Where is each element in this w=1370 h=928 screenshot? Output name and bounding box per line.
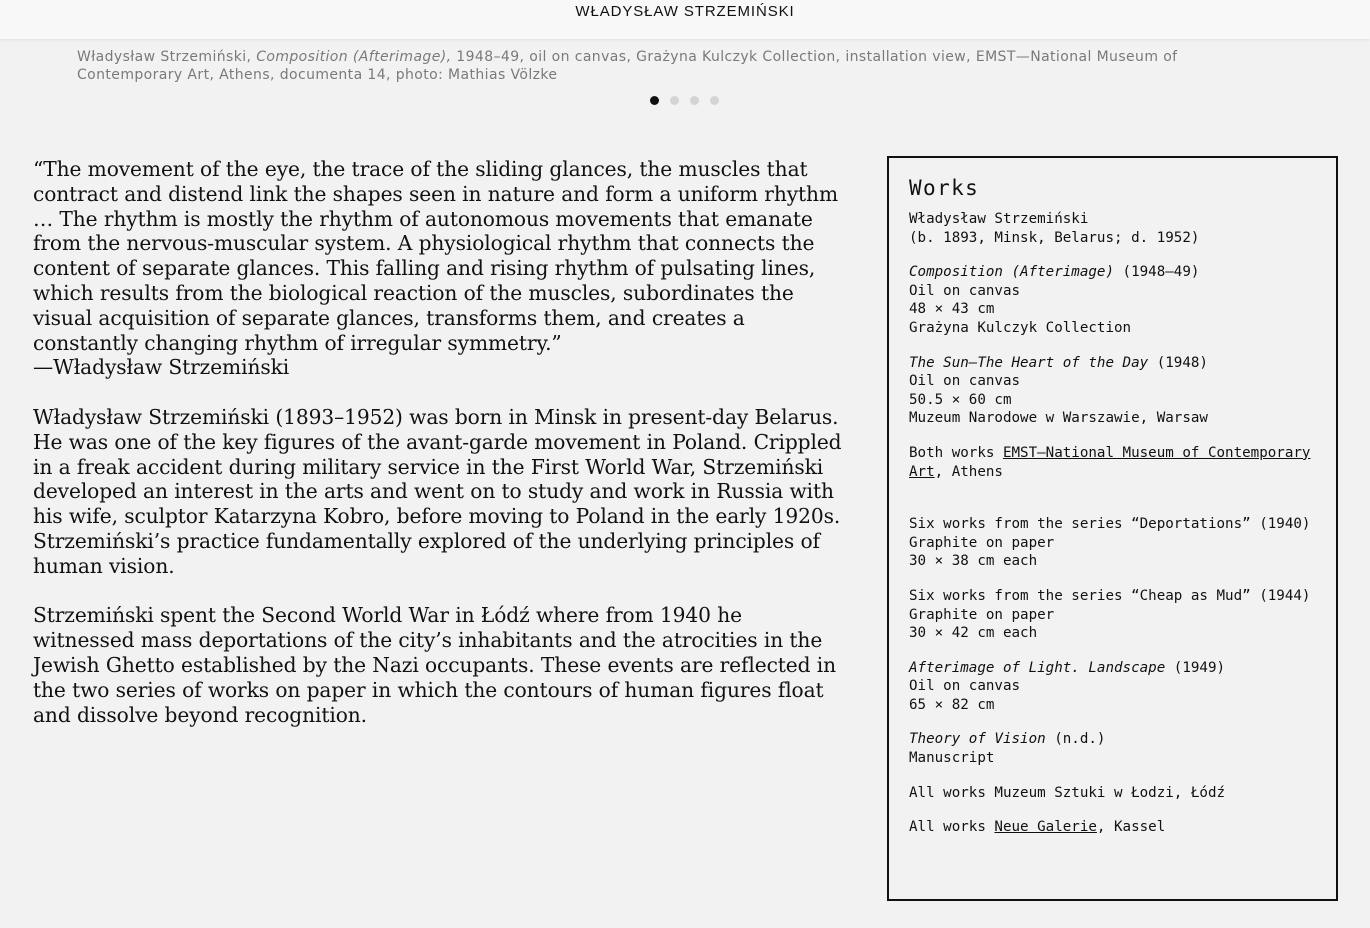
both-works-suffix: , Athens [934, 463, 1003, 480]
work-collection: Muzeum Narodowe w Warszawie, Warsaw [909, 410, 1208, 427]
carousel-dot-4[interactable] [710, 96, 719, 105]
work-title: Composition (Afterimage) [909, 264, 1114, 281]
both-works-prefix: Both works [909, 444, 1003, 461]
caption-work-title: Composition (Afterimage), [256, 49, 452, 65]
bio-paragraph-1: Władysław Strzemiński (1893–1952) was born in Minsk in present-day Belarus. He was one of the key figures of the avant-garde movement in Poland. Crippled in a freak accident during military service in the First World War, Strzemiński developed an interest in the arts and went on to study and work in Russia with his wife, sculptor Katarzyna Kobro, before moving to Poland in the early 1920s. Strzemiński’s practice fundamentally explored of the underlying principles of human vision. [33, 404, 842, 578]
carousel-dots [650, 96, 719, 105]
work-medium: Oil on canvas [909, 373, 1021, 390]
work-entry-4 [909, 587, 1316, 643]
caption-details: 1948–49, oil on canvas, Grażyna Kulczyk Collection, installation view, EMST—National Museum of Contemporary Art, Athens, documenta 14, photo: Mathias Völzke [77, 49, 1178, 83]
work-medium: Manuscript [909, 750, 995, 767]
kassel-prefix: All works [909, 819, 995, 836]
carousel-dot-3[interactable] [690, 96, 699, 105]
artist-info [909, 210, 1316, 247]
work-title: Six works from the series “Deportations” (1940) [909, 516, 1311, 533]
image-caption [77, 48, 1277, 84]
neue-galerie-link[interactable]: Neue Galerie [994, 819, 1097, 836]
work-size: 65 × 82 cm [909, 696, 995, 713]
artist-bio: (b. 1893, Minsk, Belarus; d. 1952) [909, 229, 1200, 246]
work-date: (n.d.) [1045, 731, 1106, 748]
work-medium: Graphite on paper [909, 534, 1055, 551]
caption-artist: Władysław Strzemiński, [77, 49, 257, 65]
lodz-note: All works Muzeum Sztuki w Łodzi, Łódź [909, 784, 1226, 801]
work-title: Afterimage of Light. Landscape [909, 659, 1166, 676]
kassel-note [909, 818, 1316, 837]
work-entry-6 [909, 730, 1316, 767]
bio-paragraph-2: Strzemiński spent the Second World War in Łódź where from 1940 he witnessed mass deportations of the city’s inhabitants and the atrocities in the Jewish Ghetto established by the Nazi occupants. These events are reflected in the two series of works on paper in which the contours of human figures float and dissolve beyond recognition. [33, 603, 837, 727]
work-collection: Grażyna Kulczyk Collection [909, 319, 1132, 336]
work-medium: Oil on canvas [909, 678, 1021, 695]
work-entry-5 [909, 659, 1316, 715]
both-works-note [909, 444, 1316, 481]
carousel-dot-1[interactable] [650, 96, 659, 105]
works-panel [887, 156, 1338, 901]
work-date: (1949) [1165, 659, 1226, 676]
work-date: (1948) [1148, 354, 1208, 371]
work-date: (1948–49) [1114, 264, 1200, 281]
work-medium: Oil on canvas [909, 282, 1021, 299]
top-header [0, 0, 1370, 39]
work-entry-1 [909, 263, 1316, 337]
works-heading: Works [909, 176, 980, 200]
work-title: The Sun—The Heart of the Day [909, 354, 1149, 371]
emst-link[interactable]: EMST—National Museum of Contemporary Art [909, 444, 1311, 480]
page-title[interactable]: WŁADYSŁAW STRZEMIŃSKI [575, 3, 795, 20]
main-article [33, 157, 843, 752]
work-entry-3 [909, 515, 1316, 571]
work-title: Six works from the series “Cheap as Mud” (1944) [909, 587, 1311, 604]
work-medium: Graphite on paper [909, 606, 1055, 623]
kassel-suffix: , Kassel [1096, 819, 1166, 836]
work-size: 30 × 38 cm each [909, 553, 1038, 570]
work-title: Theory of Vision [909, 731, 1046, 748]
carousel-dot-2[interactable] [670, 96, 679, 105]
work-size: 30 × 42 cm each [909, 625, 1038, 642]
quote-block [33, 157, 843, 380]
artist-name: Władysław Strzemiński [909, 211, 1089, 227]
quote-attribution: —Władysław Strzemiński [33, 355, 290, 380]
quote-text: “The movement of the eye, the trace of the sliding glances, the muscles that contract and distend link the shapes seen in nature and form a uniform rhythm … The rhythm is mostly the rhythm of autonomous movements that emanate from the nervous-muscular system. A physiological rhythm that connects the content of separate glances. This falling and rising rhythm of pulsating lines, which results from the biological reaction of the muscles, subordinates the visual acquisition of separate glances, transforms them, and creates a constantly changing rhythm of irregular symmetry.” [33, 157, 838, 355]
work-entry-2 [909, 354, 1316, 428]
work-size: 48 × 43 cm [909, 301, 995, 318]
work-size: 50.5 × 60 cm [909, 391, 1012, 408]
